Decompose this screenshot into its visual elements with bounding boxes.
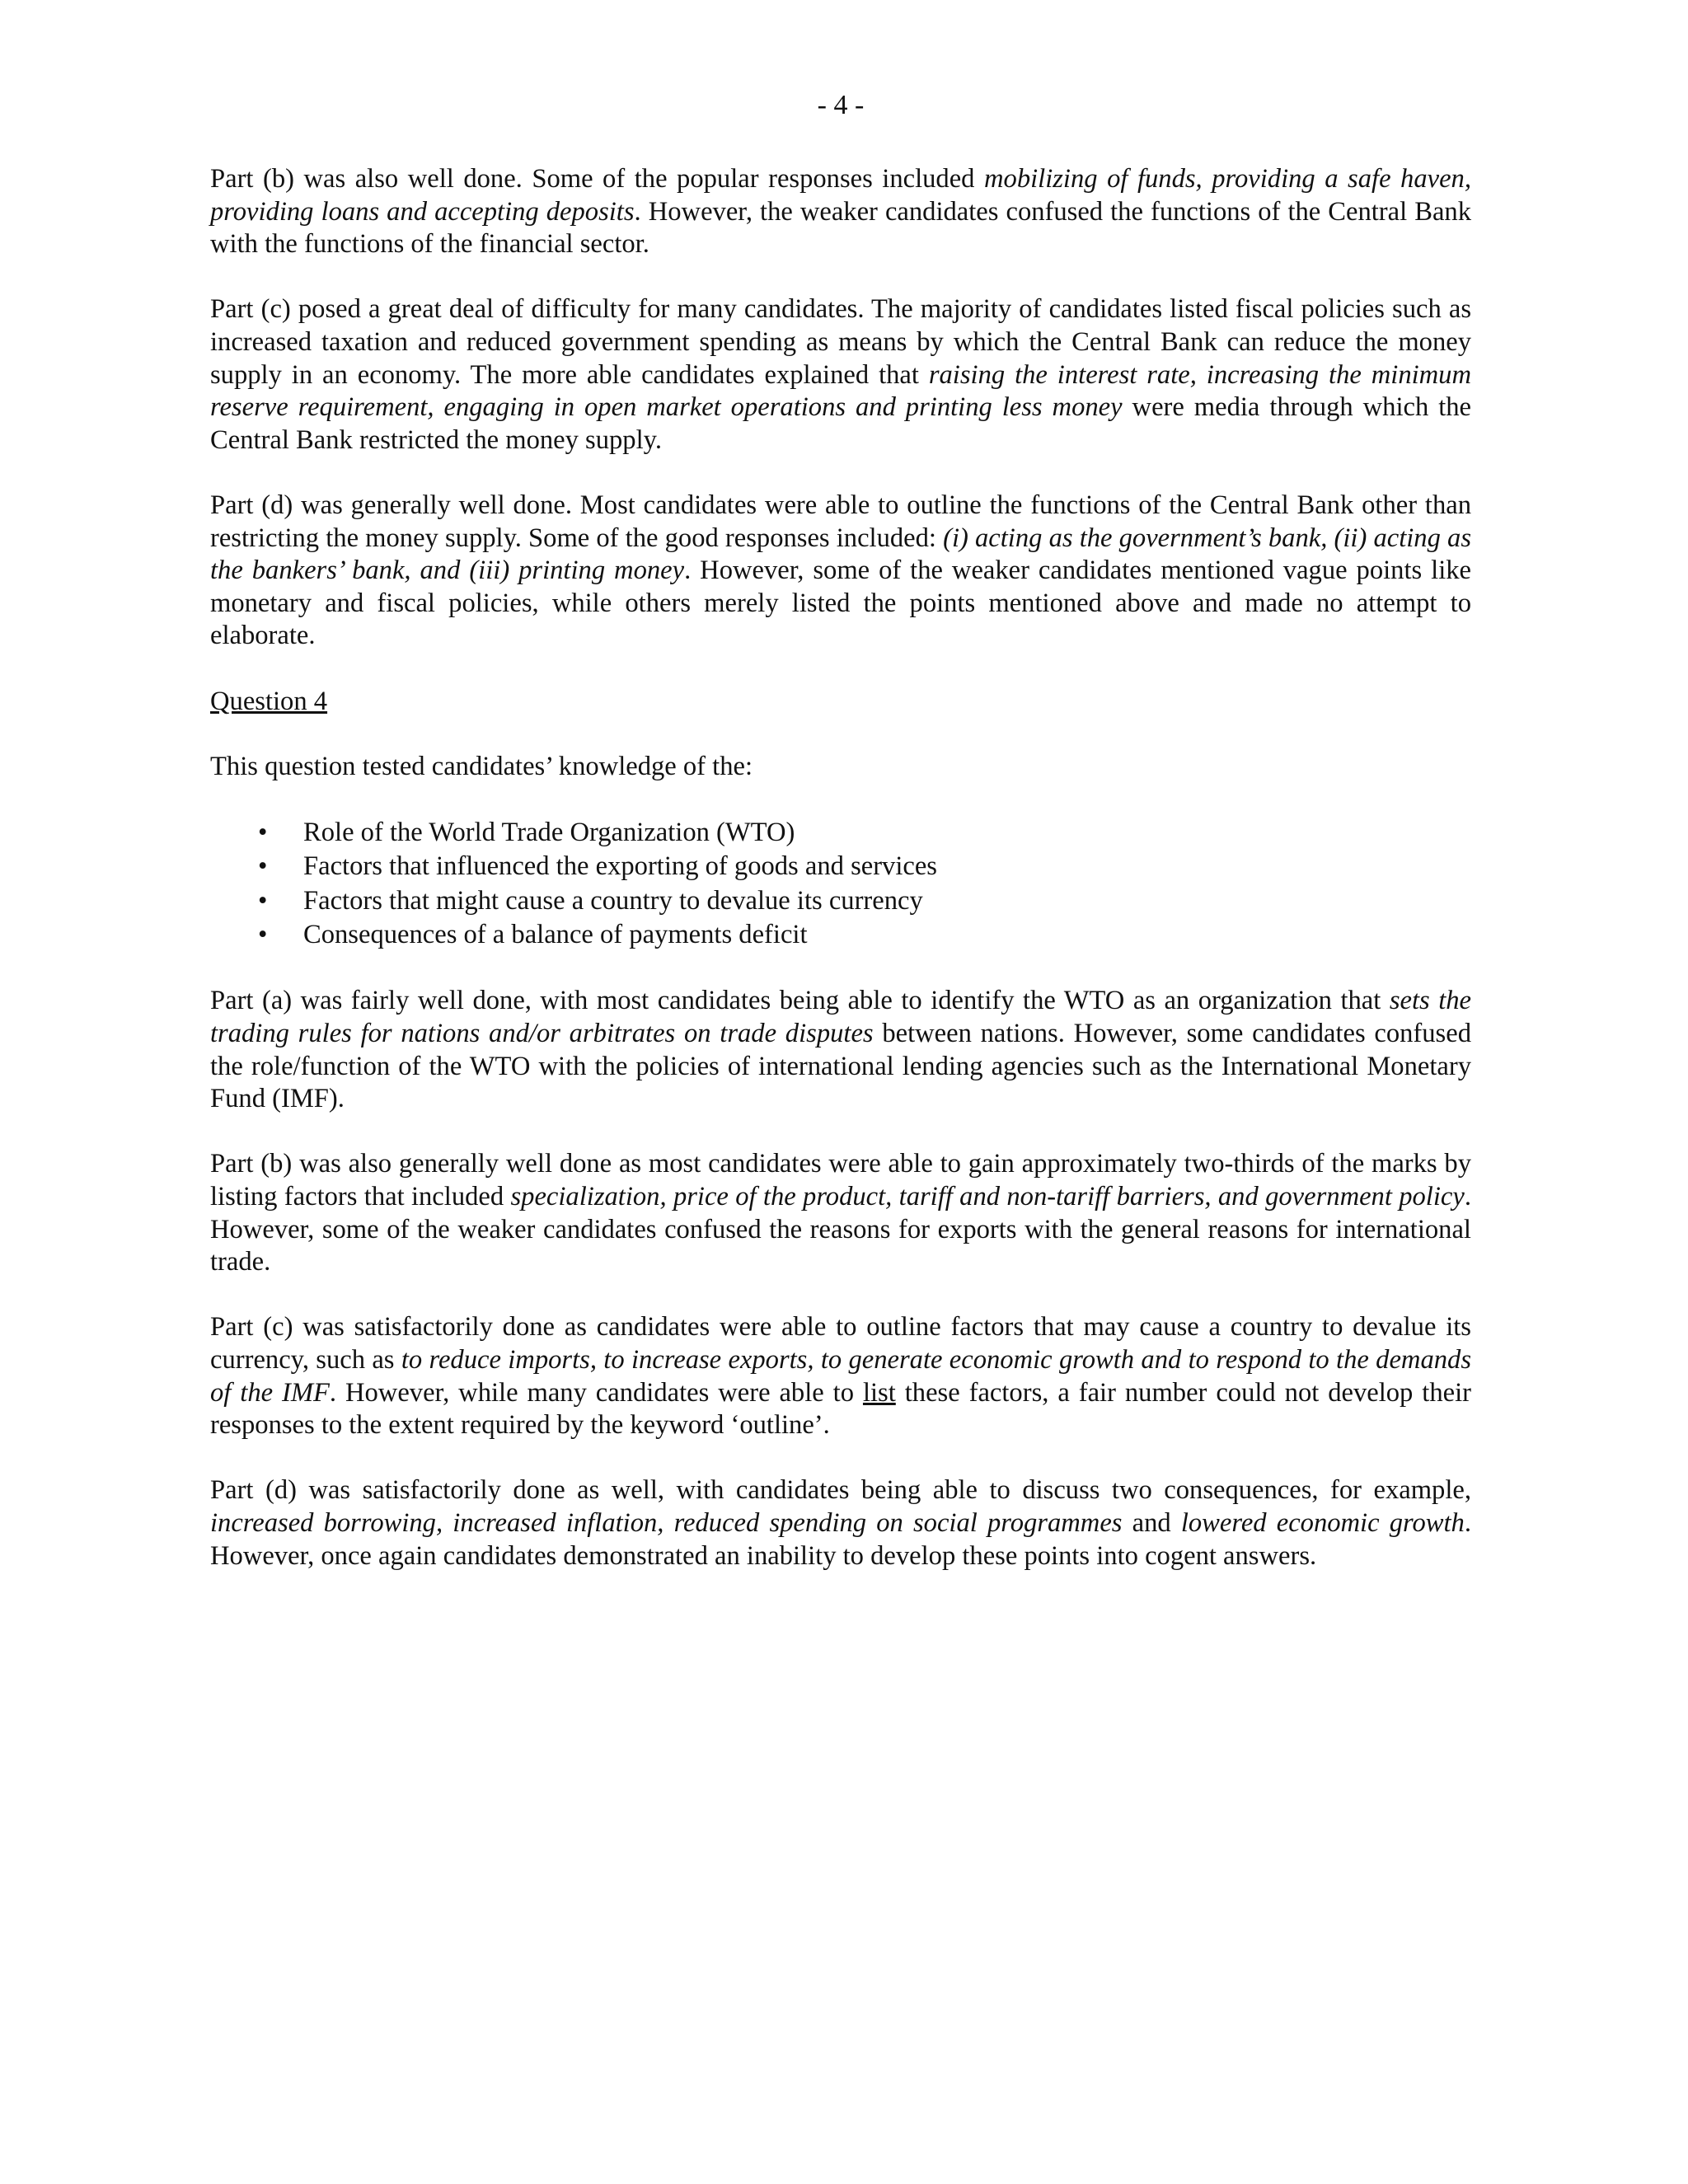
paragraph-part-d-q4 <box>210 1474 1471 1572</box>
italic-run: mobilizing of funds, providing a safe haven, providing loans and accepting deposits <box>210 164 1471 227</box>
text-run: Part (d) was satisfactorily done as well, with candidates being able to discuss two consequences, for example, <box>210 1475 1471 1506</box>
italic-run: (i) acting as the government’s bank, (ii) acting as the bankers’ bank, and (iii) printing money <box>210 523 1471 586</box>
text-run: . However, the weaker candidates confused the functions of the Central Bank with the functions of the financial sector. <box>210 196 1471 260</box>
bullet-icon: • <box>258 851 268 882</box>
italic-run: raising the interest rate, increasing the minimum reserve requirement, engaging in open market operations and printing less money <box>210 359 1471 423</box>
list-item <box>210 850 1471 884</box>
document-page <box>210 89 1471 1572</box>
list-item <box>210 884 1471 919</box>
text-run: Part (c) posed a great deal of difficulty for many candidates. The majority of candidates listed fiscal policies such as increased taxation and reduced government spending as means by which the Central Bank can reduce the money supply in an economy. The more able candidates explained that <box>210 294 1471 390</box>
question-4-intro: This question tested candidates’ knowledge of the: <box>210 751 753 781</box>
topic-list <box>210 816 1471 953</box>
paragraph-part-d-q3 <box>210 490 1471 653</box>
bullet-icon: • <box>258 817 268 847</box>
text-run: . However, some of the weaker candidates mentioned vague points like monetary and fiscal policies, while others merely listed the points mentioned above and made no attempt to elaborate. <box>210 555 1471 651</box>
text-run: Part (b) was also generally well done as most candidates were able to gain approximately two-thirds of the marks by listing factors that included <box>210 1149 1471 1212</box>
text-run: and <box>1122 1507 1181 1538</box>
list-item <box>210 918 1471 953</box>
text-run: these factors, a fair number could not develop their responses to the extent required by the keyword ‘outline’. <box>210 1377 1471 1441</box>
italic-run: sets the trading rules for nations and/or arbitrates on trade disputes <box>210 986 1471 1049</box>
underlined-word: list <box>862 1377 896 1408</box>
list-item-text: Factors that influenced the exporting of goods and services <box>303 851 937 882</box>
italic-run: specialization, price of the product, tariff and non-tariff barriers, and government policy <box>510 1182 1465 1212</box>
text-run: . However, while many candidates were able to <box>329 1377 863 1408</box>
paragraph-part-c-q4 <box>210 1311 1471 1441</box>
text-run: between nations. However, some candidates confused the role/function of the WTO with the policies of international lending agencies such as the International Monetary Fund (IMF). <box>210 1019 1471 1114</box>
question-4-heading <box>210 686 1471 719</box>
paragraph-part-b-q4 <box>210 1148 1471 1278</box>
page-number: - 4 - <box>817 90 865 120</box>
text-run: . However, once again candidates demonstrated an inability to develop these points into cogent answers. <box>210 1507 1471 1571</box>
paragraph-part-a-q4 <box>210 985 1471 1115</box>
paragraph-part-c-q3 <box>210 293 1471 457</box>
text-run: Part (a) was fairly well done, with most candidates being able to identify the WTO as an organization that <box>210 986 1390 1016</box>
text-run: . However, some of the weaker candidates confused the reasons for exports with the general reasons for international trade. <box>210 1182 1471 1277</box>
text-run: were media through which the Central Bank restricted the money supply. <box>210 392 1471 455</box>
bullet-icon: • <box>258 920 268 950</box>
italic-run: to reduce imports, to increase exports, to generate economic growth and to respond to the demands of the IMF <box>210 1345 1471 1408</box>
italic-run: lowered economic growth <box>1180 1507 1465 1538</box>
list-item-text: Consequences of a balance of payments deficit <box>303 920 808 950</box>
bullet-icon: • <box>258 885 268 916</box>
text-run: Part (b) was also well done. Some of the popular responses included <box>210 164 984 194</box>
heading-text: Question 4 <box>210 686 328 716</box>
text-run: Part (c) was satisfactorily done as candidates were able to outline factors that may cause a country to devalue its currency, such as <box>210 1312 1471 1375</box>
list-item-text: Role of the World Trade Organization (WTO) <box>303 817 795 847</box>
paragraph-part-b-q3 <box>210 163 1471 261</box>
list-item-text: Factors that might cause a country to devalue its currency <box>303 885 923 916</box>
text-run: Part (d) was generally well done. Most candidates were able to outline the functions of the Central Bank other than restricting the money supply. Some of the good responses included: <box>210 490 1471 553</box>
italic-run: increased borrowing, increased inflation, reduced spending on social programmes <box>210 1507 1123 1538</box>
list-item <box>210 816 1471 851</box>
